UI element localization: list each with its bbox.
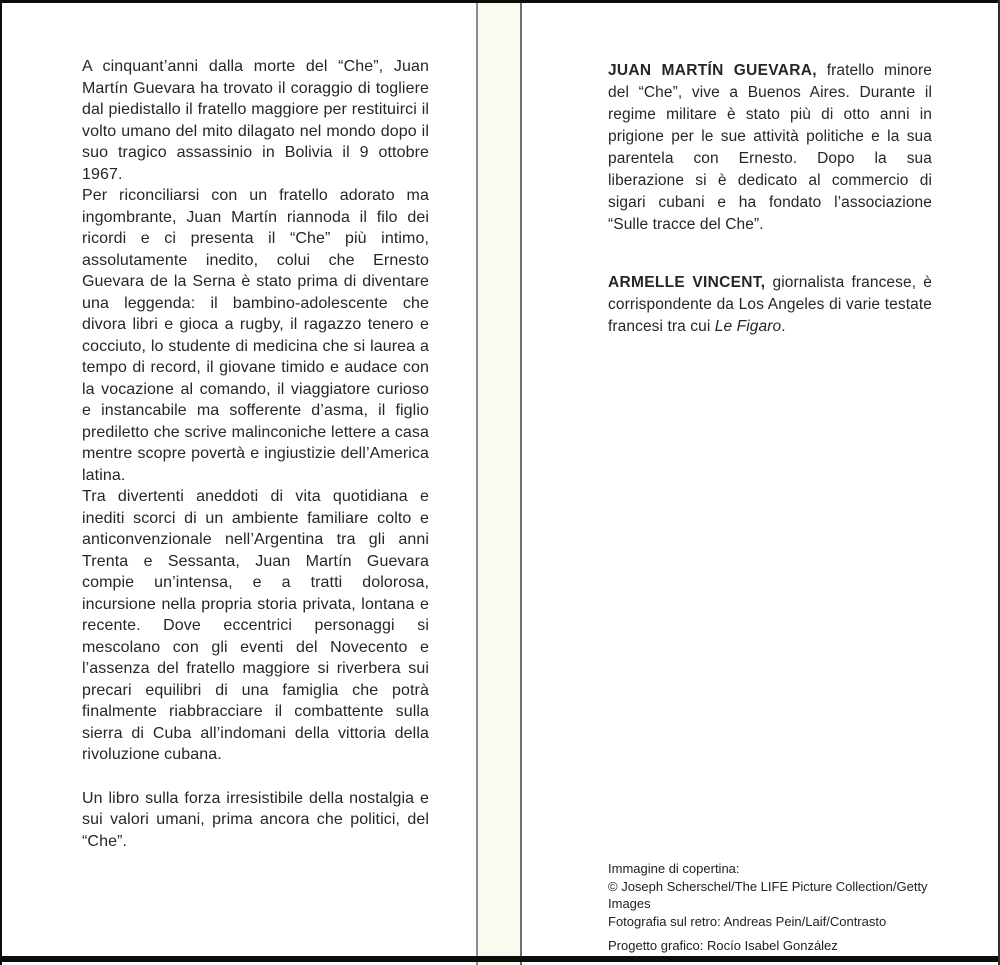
graphic-design-credit: Progetto grafico: Rocío Isabel González bbox=[608, 938, 838, 953]
flap-paragraph-1: A cinquant’anni dalla morte del “Che”, Juan Martín Guevara ha trovato il coraggio di togliere dal piedistallo il fratello maggiore per restituirci il volto umano del mito dilagato nel mondo dopo il suo tragico assassinio in Bolivia il 9 ottobre 1967. bbox=[82, 58, 429, 183]
cover-image-credit-label: Immagine di copertina: bbox=[608, 861, 740, 876]
cover-image-credit: © Joseph Scherschel/The LIFE Picture Collection/Getty Images bbox=[608, 878, 928, 911]
front-flap bbox=[0, 0, 476, 965]
book-spine bbox=[476, 0, 522, 965]
author-bio-text-end: . bbox=[781, 318, 786, 335]
author-name: ARMELLE VINCENT, bbox=[608, 274, 766, 291]
credits-block bbox=[608, 860, 968, 955]
author-bio-juan-martin-guevara bbox=[608, 60, 932, 236]
author-bio-armelle-vincent bbox=[608, 272, 932, 338]
scan-border-top bbox=[0, 0, 1000, 3]
author-bios bbox=[608, 60, 932, 338]
publication-name: Le Figaro bbox=[714, 318, 782, 335]
back-flap bbox=[520, 0, 1000, 965]
scan-border-bottom bbox=[0, 956, 1000, 962]
flap-paragraph-2: Per riconciliarsi con un fratello adorato ma ingombrante, Juan Martín riannoda il filo dei ricordi e ci presenta il “Che” più intimo, assolutamente inedito, colui che Ernesto Guevara de la Serna è stato prima di diventare una leggenda: il bambino-adolescente che divora libri e gioca a rugby, il ragazzo tenero e cocciuto, lo studente di medicina che si laurea a tempo di record, il giovane timido e audace con la vocazione al comando, il viaggiatore curioso e instancabile ma sofferente d’asma, il figlio prediletto che scrive malinconiche lettere a casa mentre scopre povertà e ingiustizie dell’America latina. bbox=[82, 187, 429, 484]
author-name: JUAN MARTÍN GUEVARA, bbox=[608, 62, 817, 79]
author-bio-text: giornalista francese, è corrispondente da Los Angeles di varie testate francesi tra cui bbox=[608, 274, 932, 335]
author-bio-text: fratello minore del “Che”, vive a Buenos Aires. Durante il regime militare è stato più di otto anni in prigione per le sue attività politiche e la sua parentela con Ernesto. Dopo la sua liberazione si è dedicato al commercio di sigari cubani e ha fondato l’associazione “Sulle tracce del Che”. bbox=[608, 62, 932, 233]
flap-paragraph-4: Un libro sulla forza irresistibile della nostalgia e sui valori umani, prima ancora che politici, del “Che”. bbox=[82, 789, 429, 850]
flap-paragraph-3: Tra divertenti aneddoti di vita quotidiana e inediti scorci di un ambiente familiare colto e anticonvenzionale nell’Argentina tra gli anni Trenta e Sessanta, Juan Martín Guevara compie un’intensa, e a tratti dolorosa, incursione nella propria storia privata, lontana e recente. Dove eccentrici personaggi si mescolano con gli eventi del Novecento e l’assenza del fratello maggiore si riverbera sui precari equilibri di una famiglia che potrà finalmente riabbracciare il combattente sulla sierra di Cuba all’indomani della vittoria della rivoluzione cubana. bbox=[82, 488, 429, 763]
scan-border-left bbox=[0, 0, 2, 965]
front-flap-text bbox=[82, 56, 429, 852]
back-photo-credit: Fotografia sul retro: Andreas Pein/Laif/Contrasto bbox=[608, 913, 887, 929]
